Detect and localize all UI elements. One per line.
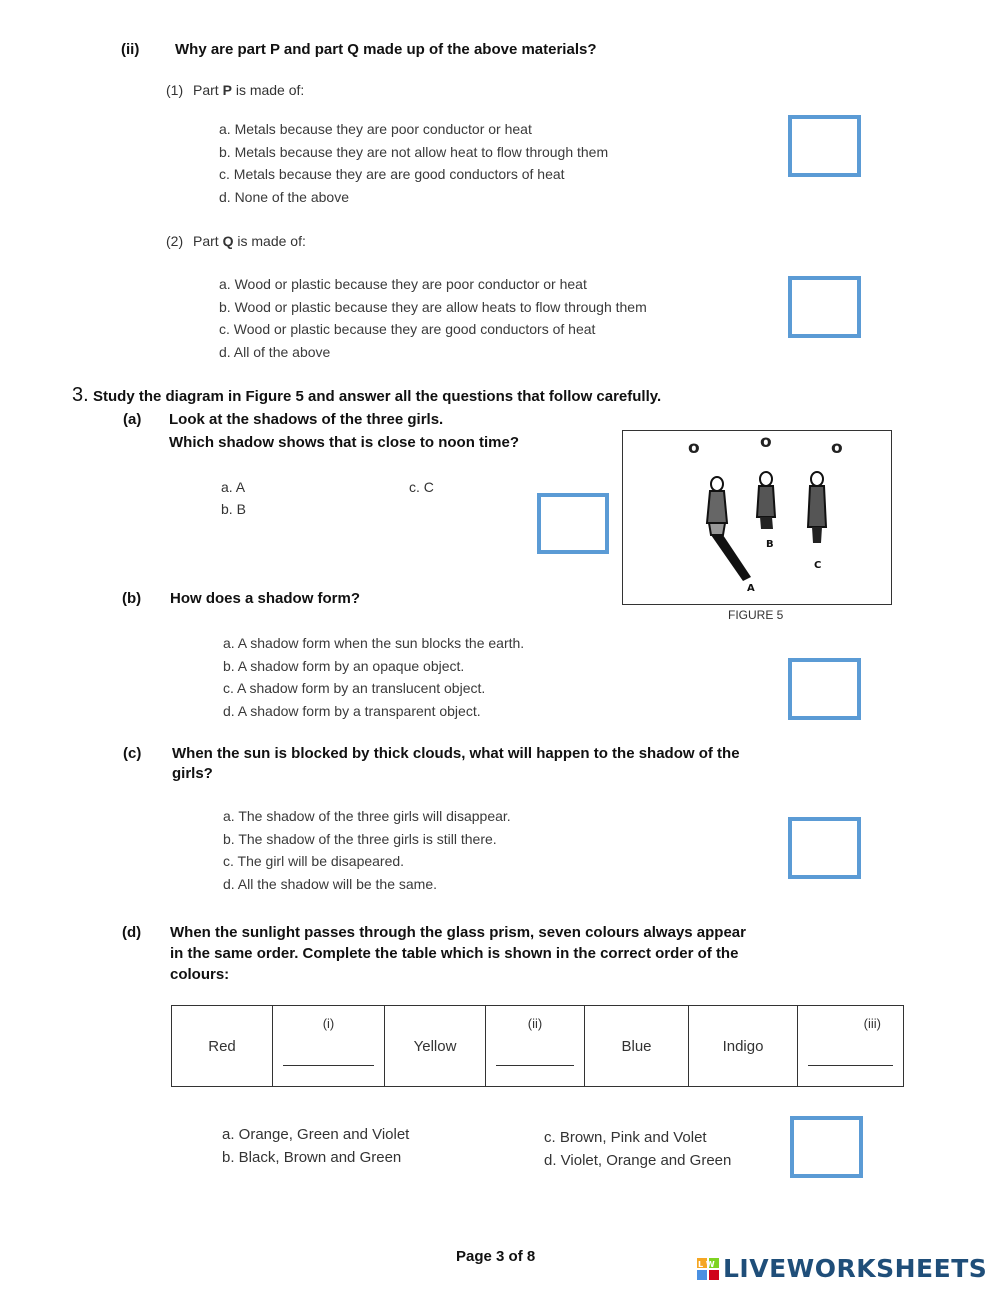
colour-cell-blank-ii[interactable]	[486, 1006, 585, 1087]
sub-text-1b: is made of:	[231, 82, 305, 98]
option-d: d. All of the above	[219, 343, 331, 360]
option-a: a. A shadow form when the sun blocks the earth.	[223, 635, 525, 651]
sub-question-2	[166, 233, 306, 249]
rainbow-colour-table	[171, 1005, 904, 1087]
part-b-question: How does a shadow form?	[170, 590, 361, 607]
answer-box-3d[interactable]	[790, 1116, 863, 1178]
sub-text-2a: Part	[193, 233, 223, 249]
figure-caption: FIGURE 5	[728, 608, 784, 622]
sub-text-1a: Part	[193, 82, 223, 98]
option-d: d. Violet, Orange and Green	[544, 1152, 732, 1169]
option-c: c. Brown, Pink and Volet	[544, 1129, 707, 1146]
blank-label-iii: (iii)	[863, 1016, 881, 1031]
option-c: c. C	[409, 479, 434, 495]
part-d-line2: in the same order. Complete the table which is shown in the correct order of the	[170, 945, 739, 962]
liveworksheets-logo-icon	[697, 1258, 719, 1280]
option-c: c. Metals because they are are good conductors of heat	[219, 166, 565, 182]
page-number: Page 3 of 8	[456, 1248, 536, 1265]
option-c: c. A shadow form by an translucent object.	[223, 680, 486, 696]
girls-shadow-diagram	[623, 431, 890, 603]
colour-cell-blank-i[interactable]	[273, 1006, 385, 1087]
option-c: c. The girl will be disapeared.	[223, 853, 405, 869]
option-c: c. Wood or plastic because they are good conductors of heat	[219, 321, 596, 337]
brand-name: LIVEWORKSHEETS	[723, 1254, 988, 1283]
blank-label-ii: (ii)	[527, 1016, 543, 1031]
option-b: b. Black, Brown and Green	[222, 1149, 402, 1166]
shadow-label-c: C	[814, 560, 822, 571]
blank-line-i	[283, 1065, 374, 1066]
answer-box-3a[interactable]	[537, 493, 609, 554]
option-a: a. Wood or plastic because they are poor conductor or heat	[219, 276, 587, 292]
question-number-3: 3.	[72, 384, 89, 406]
part-c-label: (c)	[123, 745, 142, 762]
option-a: a. The shadow of the three girls will disappear.	[223, 808, 511, 824]
options-3b	[223, 632, 524, 722]
option-a: a. Orange, Green and Violet	[222, 1126, 410, 1143]
colour-indigo: Indigo	[722, 1037, 764, 1055]
answer-box-3c[interactable]	[788, 817, 861, 879]
colour-cell-indigo	[689, 1006, 798, 1087]
part-b-label: (b)	[122, 590, 142, 607]
option-d: d. A shadow form by a transparent object.	[223, 702, 481, 719]
part-q: Q	[222, 233, 234, 249]
question-ii-text: Why are part P and part Q made up of the above materials?	[175, 41, 597, 58]
answer-box-3b[interactable]	[788, 658, 861, 720]
sub-label-2: (2)	[166, 233, 184, 249]
sun-marker: o	[688, 438, 700, 458]
shadow-label-a: A	[747, 583, 755, 594]
part-c-line1: When the sun is blocked by thick clouds, what will happen to the shadow of the	[172, 745, 740, 762]
question-label-ii: (ii)	[121, 41, 140, 58]
options-3c	[223, 805, 511, 895]
option-b: b. The shadow of the three girls is still there.	[223, 830, 497, 847]
colour-cell-yellow	[385, 1006, 486, 1087]
colour-yellow: Yellow	[413, 1037, 457, 1055]
girl-a-figure	[707, 477, 751, 581]
blank-line-iii	[808, 1065, 893, 1066]
part-a-line1: Look at the shadows of the three girls.	[169, 411, 444, 428]
answer-box-part-p[interactable]	[788, 115, 861, 177]
colour-cell-blue	[585, 1006, 689, 1087]
options-part-q	[219, 273, 647, 363]
options-part-p	[219, 118, 608, 208]
option-b: b. Metals because they are not allow heat to flow through them	[219, 143, 609, 160]
sub-question-1	[166, 82, 304, 98]
sub-label-1: (1)	[166, 82, 184, 98]
option-d: d. All the shadow will be the same.	[223, 875, 438, 892]
part-d-line1: When the sunlight passes through the glass prism, seven colours always appear	[170, 924, 746, 941]
blank-label-i: (i)	[322, 1016, 335, 1031]
option-d: d. None of the above	[219, 188, 349, 205]
part-c-line2: girls?	[172, 765, 213, 782]
girl-c-figure	[808, 472, 826, 543]
girl-b-figure	[757, 472, 775, 529]
sun-marker: o	[831, 438, 843, 458]
part-d-label: (d)	[122, 924, 142, 941]
blank-line-ii	[496, 1065, 574, 1066]
shadow-label-b: B	[766, 539, 774, 550]
answer-box-part-q[interactable]	[788, 276, 861, 338]
option-b: b. B	[221, 501, 246, 517]
colour-cell-red	[172, 1006, 273, 1087]
part-a-line2: Which shadow shows that is close to noon time?	[169, 434, 520, 451]
part-p: P	[222, 82, 232, 98]
logo-mark-letters: L W	[698, 1259, 715, 1269]
part-a-label: (a)	[123, 411, 142, 428]
option-b: b. A shadow form by an opaque object.	[223, 657, 465, 674]
brand-logo	[697, 1254, 987, 1284]
option-a: a. A	[221, 479, 246, 495]
part-d-line3: colours:	[170, 966, 230, 983]
sun-marker: o	[760, 432, 772, 452]
option-b: b. Wood or plastic because they are allow heats to flow through them	[219, 298, 647, 315]
question-3-instruction: Study the diagram in Figure 5 and answer all the questions that follow carefully.	[93, 388, 662, 405]
option-a: a. Metals because they are poor conductor or heat	[219, 121, 532, 137]
colour-cell-blank-iii[interactable]	[798, 1006, 904, 1087]
figure-5	[622, 430, 892, 605]
colour-blue: Blue	[621, 1037, 652, 1055]
colour-red: Red	[208, 1037, 236, 1055]
sub-text-2b: is made of:	[233, 233, 306, 249]
